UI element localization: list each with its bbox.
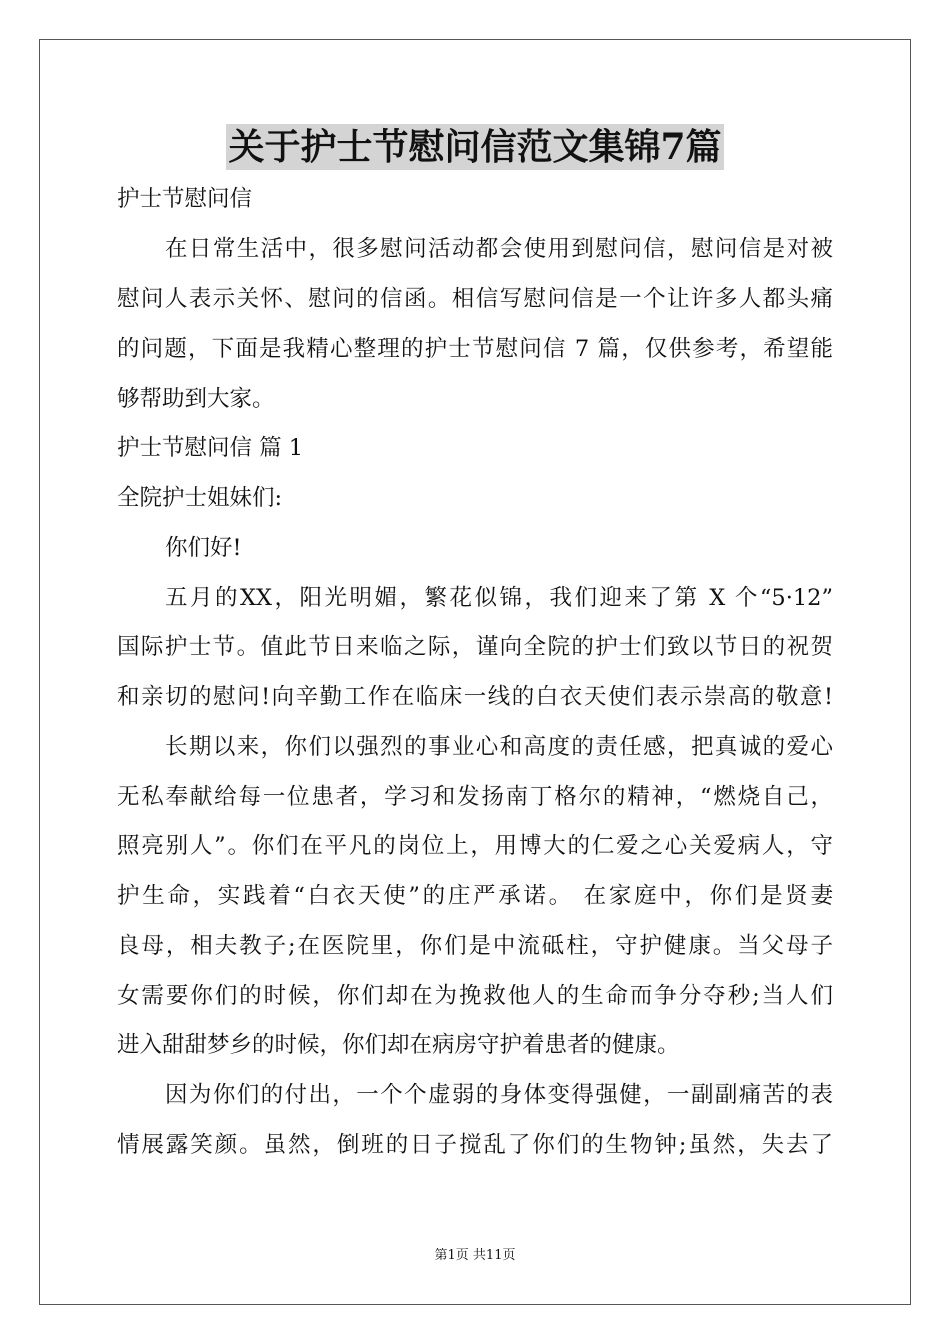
- text-line: 良母，相夫教子;在医院里，你们是中流砥柱，守护健康。当父母子: [117, 933, 833, 959]
- text-line: 够帮助到大家。: [117, 386, 275, 412]
- page-footer: 第1页 共11页: [434, 1248, 516, 1263]
- text-line: 护生命，实践着“白衣天使”的庄严承诺。 在家庭中，你们是贤妻: [117, 883, 833, 909]
- text-line: 慰问人表示关怀、慰问的信函。相信写慰问信是一个让许多人都头痛: [117, 286, 833, 312]
- text-line: 护士节慰问信: [117, 186, 253, 212]
- text-line: 因为你们的付出，一个个虚弱的身体变得强健，一副副痛苦的表: [165, 1082, 833, 1108]
- text-line: 进入甜甜梦乡的时候，你们却在病房守护着患者的健康。: [117, 1032, 680, 1058]
- text-line: 和亲切的慰问!向辛勤工作在临床一线的白衣天使们表示崇高的敬意!: [117, 684, 833, 710]
- text-line: 女需要你们的时候，你们却在为挽救他人的生命而争分夺秒;当人们: [117, 983, 833, 1009]
- text-line: 无私奉献给每一位患者，学习和发扬南丁格尔的精神，“燃烧自己，: [117, 784, 833, 810]
- document-title: 关于护士节慰问信范文集锦7篇: [228, 126, 722, 168]
- text-line: 照亮别人”。你们在平凡的岗位上，用博大的仁爱之心关爱病人，守: [117, 833, 833, 859]
- greeting: 你们好!: [165, 535, 242, 561]
- text-line: 的问题，下面是我精心整理的护士节慰问信 7 篇，仅供参考，希望能: [117, 336, 833, 362]
- text-line: 情展露笑颜。虽然，倒班的日子搅乱了你们的生物钟;虽然，失去了: [117, 1132, 833, 1158]
- text-line: 在日常生活中，很多慰问活动都会使用到慰问信，慰问信是对被: [165, 236, 833, 262]
- text-line: 长期以来，你们以强烈的事业心和高度的责任感，把真诚的爱心: [165, 734, 833, 760]
- text-line: 国际护士节。值此节日来临之际，谨向全院的护士们致以节日的祝贺: [117, 634, 833, 660]
- page-border: [39, 39, 911, 1305]
- section-heading: 护士节慰问信 篇 1: [117, 435, 304, 461]
- text-line: 五月的XX，阳光明媚，繁花似锦，我们迎来了第 X 个“5·12”: [165, 585, 833, 611]
- title-container: [0, 124, 950, 170]
- salutation: 全院护士姐妹们:: [117, 485, 283, 511]
